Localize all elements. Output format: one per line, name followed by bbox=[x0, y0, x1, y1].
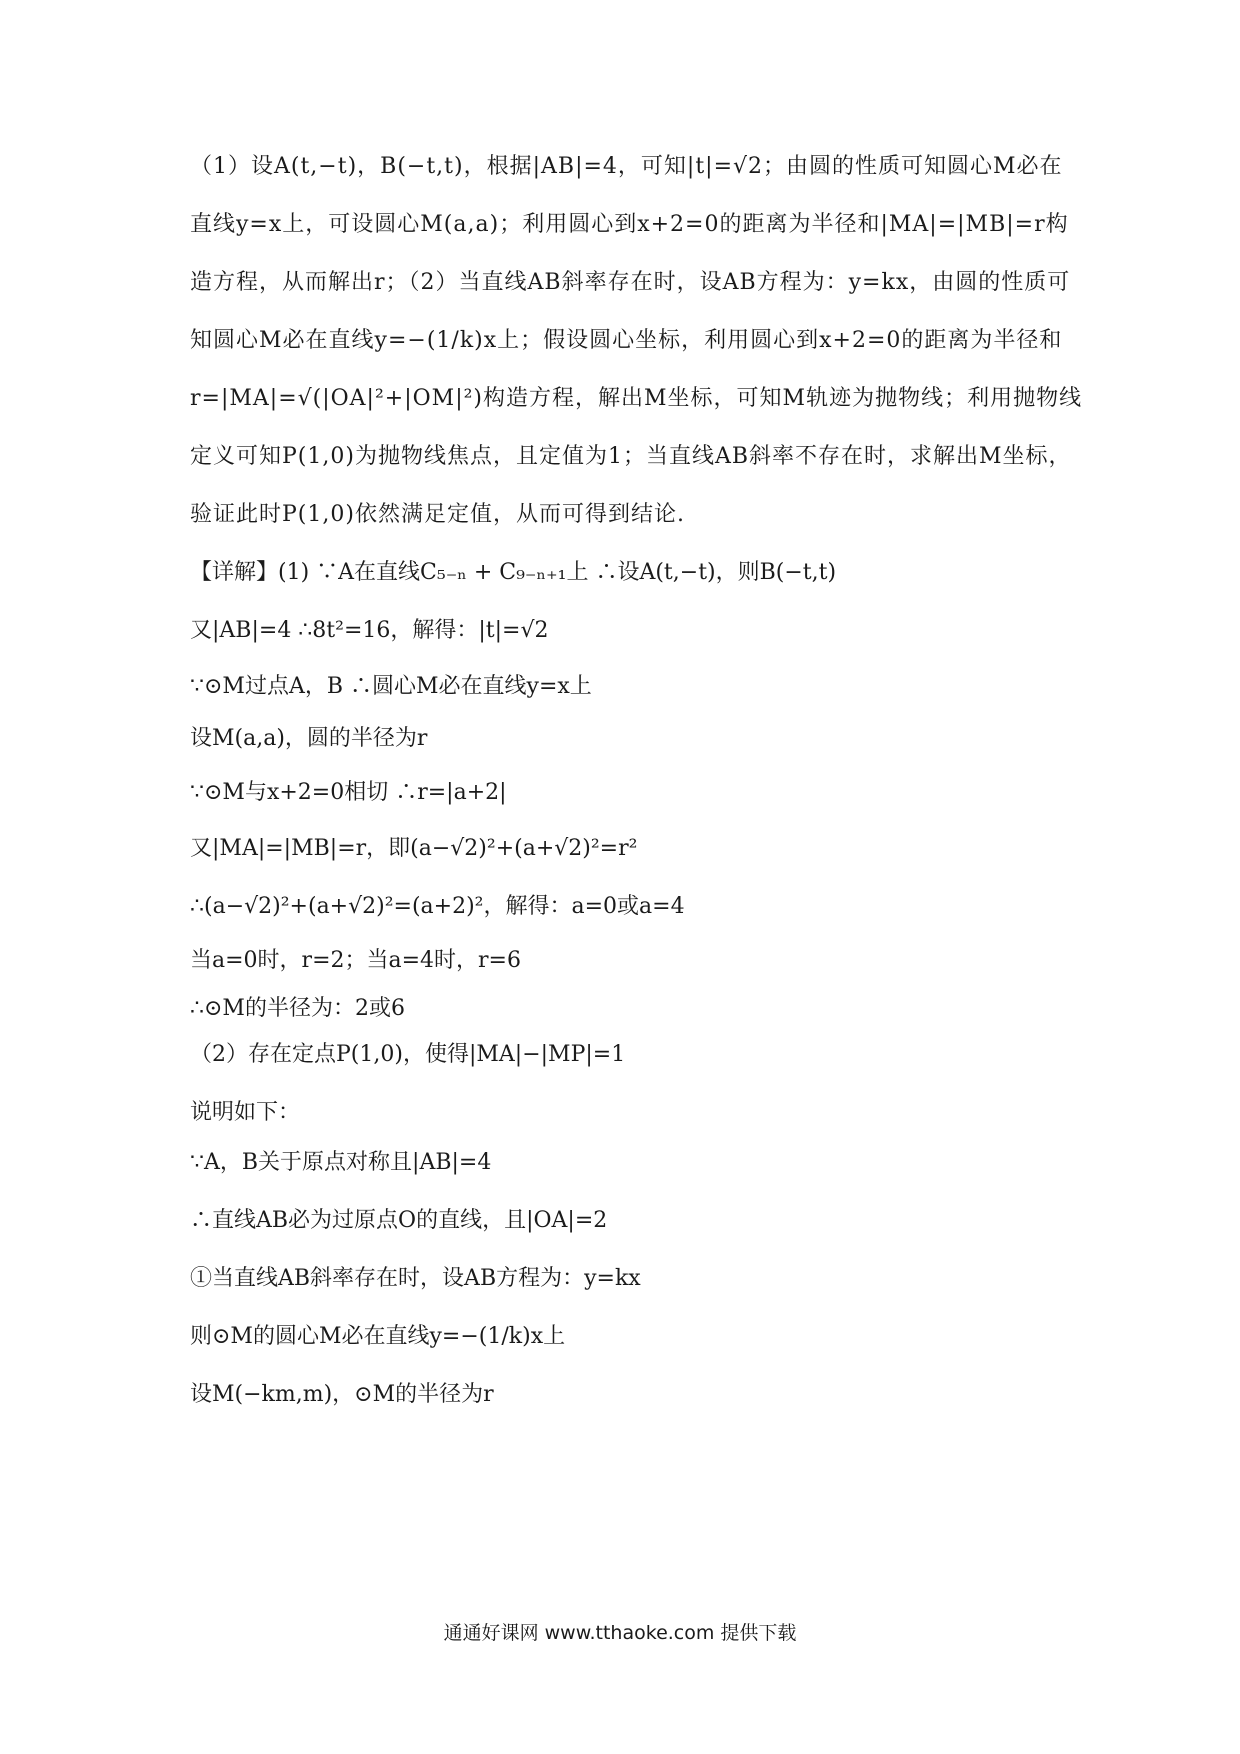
solution-line: 又|AB|=4 ∴8t²=16，解得：|t|=√2 bbox=[190, 618, 549, 643]
solution-line: ∴直线AB必为过原点O的直线，且|OA|=2 bbox=[190, 1208, 608, 1233]
analysis-line: 定义可知P(1,0)为抛物线焦点，且定值为1；当直线AB斜率不存在时，求解出M坐标， bbox=[190, 444, 1072, 469]
analysis-line: （1）设A(t,−t)，B(−t,t)，根据|AB|=4，可知|t|=√2；由圆的性质可知圆心M必在 bbox=[190, 154, 1063, 179]
analysis-line: 验证此时P(1,0)依然满足定值，从而可得到结论. bbox=[190, 502, 685, 527]
solution-line: 设M(a,a)，圆的半径为r bbox=[190, 726, 428, 751]
solution-line: 当a=0时，r=2；当a=4时，r=6 bbox=[190, 948, 521, 973]
analysis-line: 造方程，从而解出r；（2）当直线AB斜率存在时，设AB方程为：y=kx，由圆的性质可 bbox=[190, 270, 1071, 295]
solution-line: ∵⊙M过点A，B ∴圆心M必在直线y=x上 bbox=[190, 674, 592, 699]
analysis-line: 直线y=x上，可设圆心M(a,a)；利用圆心到x+2=0的距离为半径和|MA|=|MB|=r构 bbox=[190, 212, 1069, 237]
solution-line: 说明如下： bbox=[190, 1100, 301, 1125]
solution-line: 则⊙M的圆心M必在直线y=−(1/k)x上 bbox=[190, 1324, 566, 1349]
solution-line: 又|MA|=|MB|=r，即(a−√2)²+(a+√2)²=r² bbox=[190, 836, 638, 861]
solution-line: ①当直线AB斜率存在时，设AB方程为：y=kx bbox=[190, 1266, 641, 1291]
footer-text: 通通好课网 www.tthaoke.com 提供下载 bbox=[443, 1622, 797, 1644]
solution-line: ∴(a−√2)²+(a+√2)²=(a+2)²，解得：a=0或a=4 bbox=[190, 894, 685, 919]
solution-line: （2）存在定点P(1,0)，使得|MA|−|MP|=1 bbox=[190, 1042, 626, 1067]
solution-line: ∴⊙M的半径为：2或6 bbox=[190, 996, 405, 1021]
solution-line: ∵⊙M与x+2=0相切 ∴r=|a+2| bbox=[190, 780, 507, 805]
analysis-line: 知圆心M必在直线y=−(1/k)x上；假设圆心坐标，利用圆心到x+2=0的距离为半径和 bbox=[190, 328, 1063, 353]
analysis-line: r=|MA|=√(|OA|²+|OM|²)构造方程，解出M坐标，可知M轨迹为抛物线；利用抛物线 bbox=[190, 386, 1083, 411]
solution-line: ∵A，B关于原点对称且|AB|=4 bbox=[190, 1150, 492, 1175]
solution-line: 设M(−km,m)，⊙M的半径为r bbox=[190, 1382, 494, 1407]
solution-line: 【详解】(1) ∵A在直线C₅₋ₙ + C₉₋ₙ₊₁上 ∴设A(t,−t)，则B(−t,t) bbox=[190, 560, 837, 585]
